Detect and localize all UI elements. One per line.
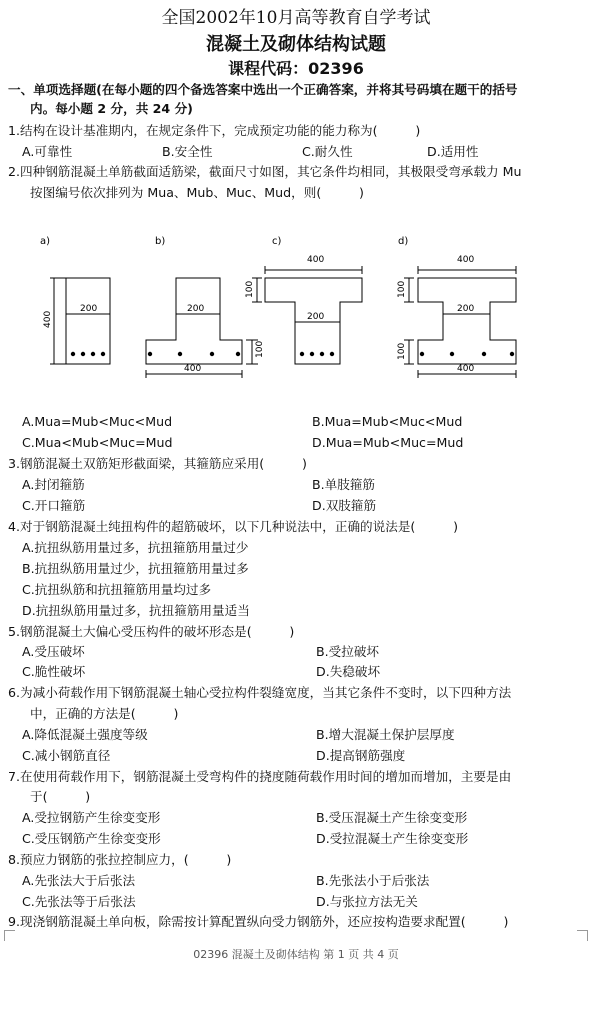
question-7-stem-cont: 于( ) — [30, 789, 91, 804]
q2-option-b: B.Mua=Mub<Muc<Mud — [312, 414, 463, 429]
q8-option-c: C.先张法等于后张法 — [22, 894, 136, 909]
section-label-d: d) — [398, 236, 409, 247]
q4-option-a: A.抗扭纵筋用量过多，抗扭箍筋用量过少 — [22, 540, 249, 555]
q7-option-b: B.受压混凝土产生徐变变形 — [316, 810, 468, 825]
dim-a-height: 400 — [43, 310, 53, 328]
page-corner-mark — [577, 930, 588, 941]
question-8-stem: 8.预应力钢筋的张拉控制应力，( ) — [8, 852, 232, 867]
question-1-stem: 1.结构在设计基准期内，在规定条件下，完成预定功能的能力称为( ) — [8, 123, 421, 138]
q2-option-a: A.Mua=Mub<Muc<Mud — [22, 414, 173, 429]
q2-option-d: D.Mua=Mub<Muc=Mud — [312, 435, 464, 450]
q1-option-b: B.安全性 — [162, 144, 213, 159]
question-9-stem: 9.现浇钢筋混凝土单向板，除需按计算配置纵向受力钢筋外，还应按构造要求配置( ) — [8, 914, 509, 929]
q8-option-b: B.先张法小于后张法 — [316, 873, 430, 888]
q4-option-c: C.抗扭纵筋和抗扭箍筋用量均过多 — [22, 582, 212, 597]
dim-d-top-height: 100 — [397, 280, 407, 298]
q4-option-b: B.抗扭纵筋用量过少，抗扭箍筋用量过多 — [22, 561, 249, 576]
section-a-rectangular — [50, 278, 110, 364]
section-heading: 一、单项选择题(在每小题的四个备选答案中选出一个正确答案，并将其号码填在题干的括号 — [8, 82, 518, 97]
section-label-b: b) — [155, 236, 166, 247]
q1-option-a: A.可靠性 — [22, 144, 73, 159]
q8-option-a: A.先张法大于后张法 — [22, 873, 136, 888]
section-b-inverted-t — [146, 278, 258, 378]
question-7-stem: 7.在使用荷载作用下，钢筋混凝土受弯构件的挠度随荷载作用时间的增加而增加，主要是由 — [8, 769, 512, 784]
dim-d-bottom-flange: 400 — [457, 364, 475, 374]
question-6-stem-cont: 中，正确的方法是( ) — [30, 706, 179, 721]
page-footer: 02396 混凝土及砌体结构 第 1 页 共 4 页 — [193, 948, 399, 961]
dim-c-width: 200 — [307, 312, 325, 322]
q5-option-b: B.受拉破坏 — [316, 644, 380, 659]
q7-option-c: C.受压钢筋产生徐变变形 — [22, 831, 161, 846]
exam-title-course: 混凝土及砌体结构试题 — [206, 34, 386, 55]
question-4-stem: 4.对于钢筋混凝土纯扭构件的超筋破坏，以下几种说法中，正确的说法是( ) — [8, 519, 459, 534]
section-d-i-beam — [404, 266, 516, 378]
section-label-c: c) — [272, 236, 282, 247]
q4-option-d: D.抗扭纵筋用量过多，抗扭箍筋用量适当 — [22, 603, 250, 618]
q6-option-d: D.提高钢筋强度 — [316, 748, 406, 763]
exam-course-code: 课程代码：02396 — [228, 59, 364, 78]
q5-option-a: A.受压破坏 — [22, 644, 85, 659]
q3-option-b: B.单肢箍筋 — [312, 477, 376, 492]
q6-option-c: C.减小钢筋直径 — [22, 748, 111, 763]
q5-option-d: D.失稳破坏 — [316, 664, 381, 679]
q6-option-b: B.增大混凝土保护层厚度 — [316, 727, 455, 742]
dim-d-width: 200 — [457, 304, 475, 314]
q5-option-c: C.脆性破坏 — [22, 664, 86, 679]
q7-option-d: D.受拉混凝土产生徐变变形 — [316, 831, 469, 846]
section-label-a: a) — [40, 236, 51, 247]
dim-d-top-flange: 400 — [457, 255, 475, 265]
q3-option-d: D.双肢箍筋 — [312, 498, 377, 513]
q1-option-c: C.耐久性 — [302, 144, 353, 159]
q7-option-a: A.受拉钢筋产生徐变变形 — [22, 810, 161, 825]
q3-option-a: A.封闭箍筋 — [22, 477, 85, 492]
dim-b-width: 200 — [187, 304, 205, 314]
dim-a-width: 200 — [80, 304, 98, 314]
dim-b-height: 100 — [255, 340, 265, 358]
dim-b-flange: 400 — [184, 364, 202, 374]
dim-d-bottom-height: 100 — [397, 342, 407, 360]
q1-option-d: D.适用性 — [427, 144, 479, 159]
q8-option-d: D.与张拉方法无关 — [316, 894, 418, 909]
page-corner-mark — [4, 930, 15, 941]
beam-sections-figure — [0, 228, 592, 408]
question-5-stem: 5.钢筋混凝土大偏心受压构件的破坏形态是( ) — [8, 624, 295, 639]
dim-c-flange-height: 100 — [245, 280, 255, 298]
question-2-stem: 2.四种钢筋混凝土单筋截面适筋梁，截面尺寸如图，其它条件均相同，其极限受弯承载力 Mu — [8, 164, 522, 179]
question-3-stem: 3.钢筋混凝土双筋矩形截面梁，其箍筋应采用( ) — [8, 456, 307, 471]
question-6-stem: 6.为减小荷载作用下钢筋混凝土轴心受拉构件裂缝宽度，当其它条件不变时，以下四种方法 — [8, 685, 512, 700]
q3-option-c: C.开口箍筋 — [22, 498, 86, 513]
question-2-stem-cont: 按图编号依次排列为 Mua、Mub、Muc、Mud，则( ) — [30, 185, 364, 200]
dim-c-flange: 400 — [307, 255, 325, 265]
exam-title-line1: 全国2002年10月高等教育自学考试 — [161, 8, 431, 28]
section-heading-cont: 内。每小题 2 分，共 24 分) — [30, 101, 193, 116]
q2-option-c: C.Mua<Mub<Muc=Mud — [22, 435, 173, 450]
q6-option-a: A.降低混凝土强度等级 — [22, 727, 148, 742]
